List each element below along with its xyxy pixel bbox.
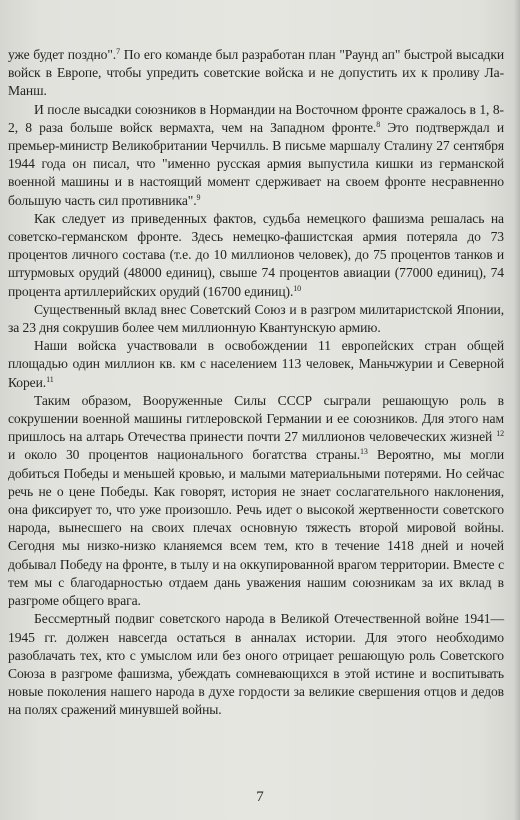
paragraph-text: По его команде был разработан план "Раунд ап" быстрой высадки войск в Европе, чтобы упредить советские войска и не допустить их к проливу Ла-Манш. <box>8 47 504 99</box>
paragraph <box>8 210 504 301</box>
paragraph-text: Это подтверждал и премьер-министр Великобритании Черчилль. В письме маршалу Сталину 27 сентября 1944 года он писал, что "именно русская армия выпустила кишки из германской военной машины и в настоящий момент сдерживает на своем фронте несравненно большую часть сил противника". <box>8 119 505 208</box>
paragraph <box>8 101 504 210</box>
paragraph-text: Наши войска участвовали в освобождении 11 европейских стран общей площадью один миллион кв. км с населением 113 человек, Маньчжурии и Северной Кореи. <box>8 338 504 390</box>
footnote-marker: 7 <box>116 47 121 56</box>
footnote-marker: 10 <box>293 283 302 293</box>
paragraph-text: и около 30 процентов национального богатства страны. <box>8 447 361 463</box>
footnote-marker: 13 <box>360 447 368 457</box>
page-number: 7 <box>256 789 264 805</box>
footnote-marker: 8 <box>376 119 381 129</box>
page-edge-shadow <box>514 0 520 820</box>
paragraph-text: И после высадки союзников в Нормандии на Восточном фронте сражалось в 1, 8-2, 8 раза больше войск вермахта, чем на Западном фронте. <box>8 101 504 135</box>
paragraph <box>8 392 504 610</box>
footnote-marker: 11 <box>46 374 54 384</box>
paragraph-text: Бессмертный подвиг советского народа в Великой Отечественной войне 1941—1945 гг. должен навсегда остаться в анналах истории. Для этого необходимо разоблачать тех, кто с умыслом или без оного отрицает решающую роль Советского Союза в разгроме фашизма, убеждать сомневающихся в этой истине и воспитывать новые поколения нашего народа в духе гордости за великие свершения отцов и дедов на полях сражений минувшей войны. <box>8 611 504 718</box>
paragraph-text: уже будет поздно". <box>8 47 117 62</box>
paragraph <box>8 46 504 101</box>
paragraph-text: Как следует из приведенных фактов, судьба немецкого фашизма решалась на советско-германском фронте. Здесь немецко-фашистская армия потеряла до 73 процентов личного состава (т.е. до 10 миллионов человек), до 75 процентов танков и штурмовых орудий (48000 единиц), свыше 74 процентов авиации (77000 единиц), 74 процента артиллерийских орудий (16700 единиц). <box>8 210 504 299</box>
paragraph <box>8 337 504 392</box>
footnote-marker: 9 <box>196 192 201 202</box>
paragraph-text: Существенный вклад внес Советский Союз и в разгром милитаристской Японии, за 23 дня сокрушив более чем миллионную Квантунскую армию. <box>8 301 504 336</box>
paragraph-text: Вероятно, мы могли добиться Победы и меньшей кровью, и малыми материальными потерями. Но сейчас речь не о цене Победы. Как говорят, история не знает сослагательного наклонения, она фиксирует то, что уже произошло. Речь идет о высокой жертвенности советского народа, вынесшего на своих плечах основную тяжесть второй мировой войны. Сегодня мы низко-низко кланяемся всем тем, кто в течение 1418 дней и ночей добывал Победу на фронте, в тылу и на оккупированной врагом территории. Вместе с тем мы с благодарностью отдаем дань уважения нашим союзникам за их вклад в разгроме общего врага. <box>8 447 504 609</box>
footnote-marker: 12 <box>496 429 504 439</box>
paragraph-text: Таким образом, Вооруженные Силы СССР сыграли решающую роль в сокрушении военной машины гитлеровской Германии и ее союзников. Для этого нам пришлось на алтарь Отечества принести почти 27 миллионов человеческих жизней <box>8 392 504 445</box>
paragraph <box>8 301 504 337</box>
body-text <box>8 46 504 720</box>
paragraph <box>8 610 504 719</box>
